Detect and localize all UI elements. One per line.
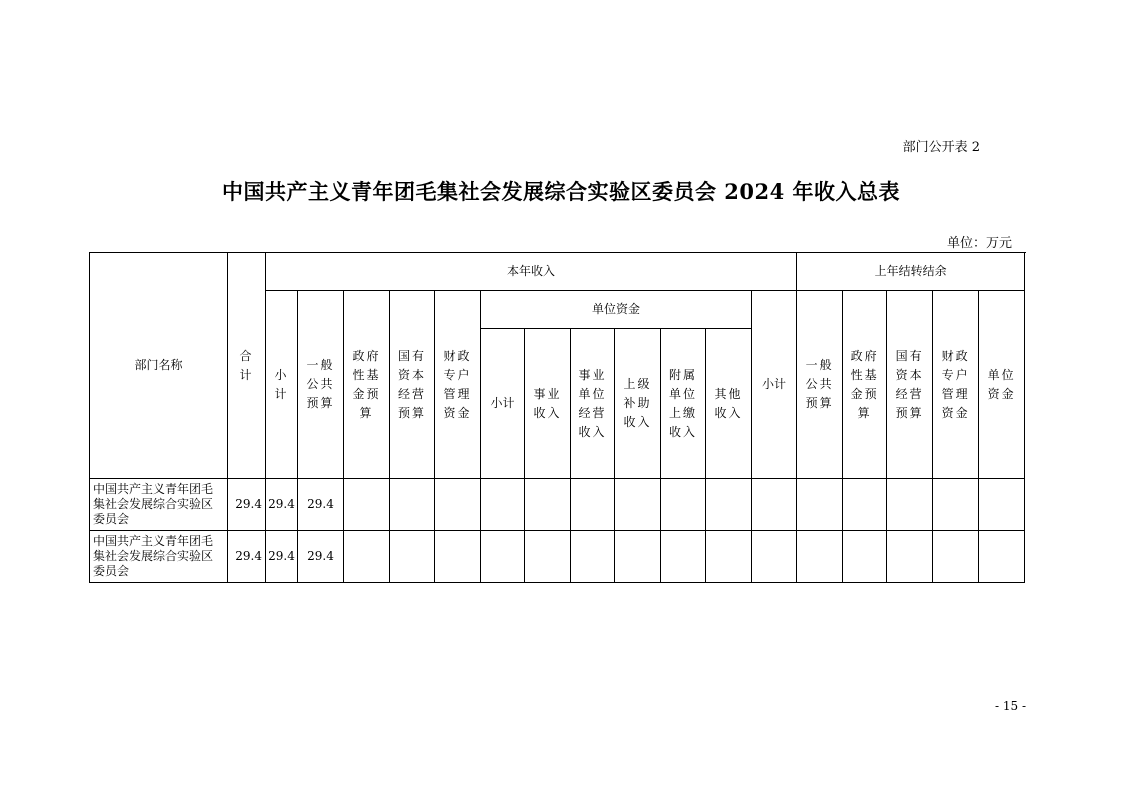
header-unit-subtotal: 小计 xyxy=(481,329,525,479)
empty-cell xyxy=(706,531,752,583)
header-state-capital-budget: 国有 资本 经营 预算 xyxy=(390,291,435,479)
empty-cell xyxy=(661,531,706,583)
header-prev-general-budget: 一般 公共 预算 xyxy=(797,291,843,479)
header-affiliated-income: 附属 单位 上缴 收入 xyxy=(661,329,706,479)
total-cell: 29.4 xyxy=(228,531,266,583)
empty-cell xyxy=(481,479,525,531)
empty-cell xyxy=(979,531,1025,583)
header-superior-subsidy: 上级 补助 收入 xyxy=(615,329,661,479)
header-prev-year-balance: 上年结转结余 xyxy=(797,253,1025,291)
header-prev-state-capital-budget: 国有 资本 经营 预算 xyxy=(887,291,933,479)
empty-cell xyxy=(571,531,615,583)
empty-cell xyxy=(525,531,571,583)
page-title: 中国共产主义青年团毛集社会发展综合实验区委员会 2024 年收入总表 xyxy=(221,179,901,204)
empty-cell xyxy=(525,479,571,531)
empty-cell xyxy=(615,479,661,531)
empty-cell xyxy=(435,479,481,531)
empty-cell xyxy=(390,531,435,583)
header-business-op-income: 事业 单位 经营 收入 xyxy=(571,329,615,479)
header-business-income: 事业 收入 xyxy=(525,329,571,479)
header-general-budget: 一般 公共 预算 xyxy=(298,291,344,479)
header-subtotal: 小 计 xyxy=(266,291,298,479)
empty-cell xyxy=(797,479,843,531)
dept-name-cell: 中国共产主义青年团毛集社会发展综合实验区委员会 xyxy=(90,531,228,583)
header-prev-gov-fund-budget: 政府 性基 金预 算 xyxy=(843,291,887,479)
total-cell: 29.4 xyxy=(228,479,266,531)
empty-cell xyxy=(571,479,615,531)
empty-cell xyxy=(706,479,752,531)
empty-cell xyxy=(344,479,390,531)
dept-name-cell: 中国共产主义青年团毛集社会发展综合实验区委员会 xyxy=(90,479,228,531)
header-prev-fiscal-special-funds: 财政 专户 管理 资金 xyxy=(933,291,979,479)
header-unit-funds: 单位资金 xyxy=(481,291,752,329)
empty-cell xyxy=(979,479,1025,531)
header-prev-subtotal: 小计 xyxy=(752,291,797,479)
header-total: 合 计 xyxy=(228,253,266,479)
table-number-label: 部门公开表 2 xyxy=(902,140,980,155)
empty-cell xyxy=(797,531,843,583)
header-current-year-income: 本年收入 xyxy=(266,253,797,291)
empty-cell xyxy=(752,531,797,583)
header-prev-unit-funds: 单位 资金 xyxy=(979,291,1025,479)
empty-cell xyxy=(615,531,661,583)
subtotal-cell: 29.4 xyxy=(266,479,298,531)
header-dept-name: 部门名称 xyxy=(90,253,228,479)
empty-cell xyxy=(435,531,481,583)
empty-cell xyxy=(887,531,933,583)
header-gov-fund-budget: 政府 性基 金预 算 xyxy=(344,291,390,479)
page-number: - 15 - xyxy=(994,699,1026,713)
empty-cell xyxy=(661,479,706,531)
empty-cell xyxy=(390,479,435,531)
empty-cell xyxy=(933,479,979,531)
general-budget-cell: 29.4 xyxy=(298,479,344,531)
header-other-income: 其他 收入 xyxy=(706,329,752,479)
subtotal-cell: 29.4 xyxy=(266,531,298,583)
revenue-summary-table xyxy=(89,252,1025,583)
general-budget-cell: 29.4 xyxy=(298,531,344,583)
table-row xyxy=(90,479,1025,531)
header-fiscal-special-funds: 财政 专户 管理 资金 xyxy=(435,291,481,479)
empty-cell xyxy=(933,531,979,583)
empty-cell xyxy=(344,531,390,583)
empty-cell xyxy=(481,531,525,583)
empty-cell xyxy=(752,479,797,531)
unit-label: 单位：万元 xyxy=(946,236,1012,251)
empty-cell xyxy=(843,531,887,583)
empty-cell xyxy=(843,479,887,531)
table-row xyxy=(90,531,1025,583)
empty-cell xyxy=(887,479,933,531)
